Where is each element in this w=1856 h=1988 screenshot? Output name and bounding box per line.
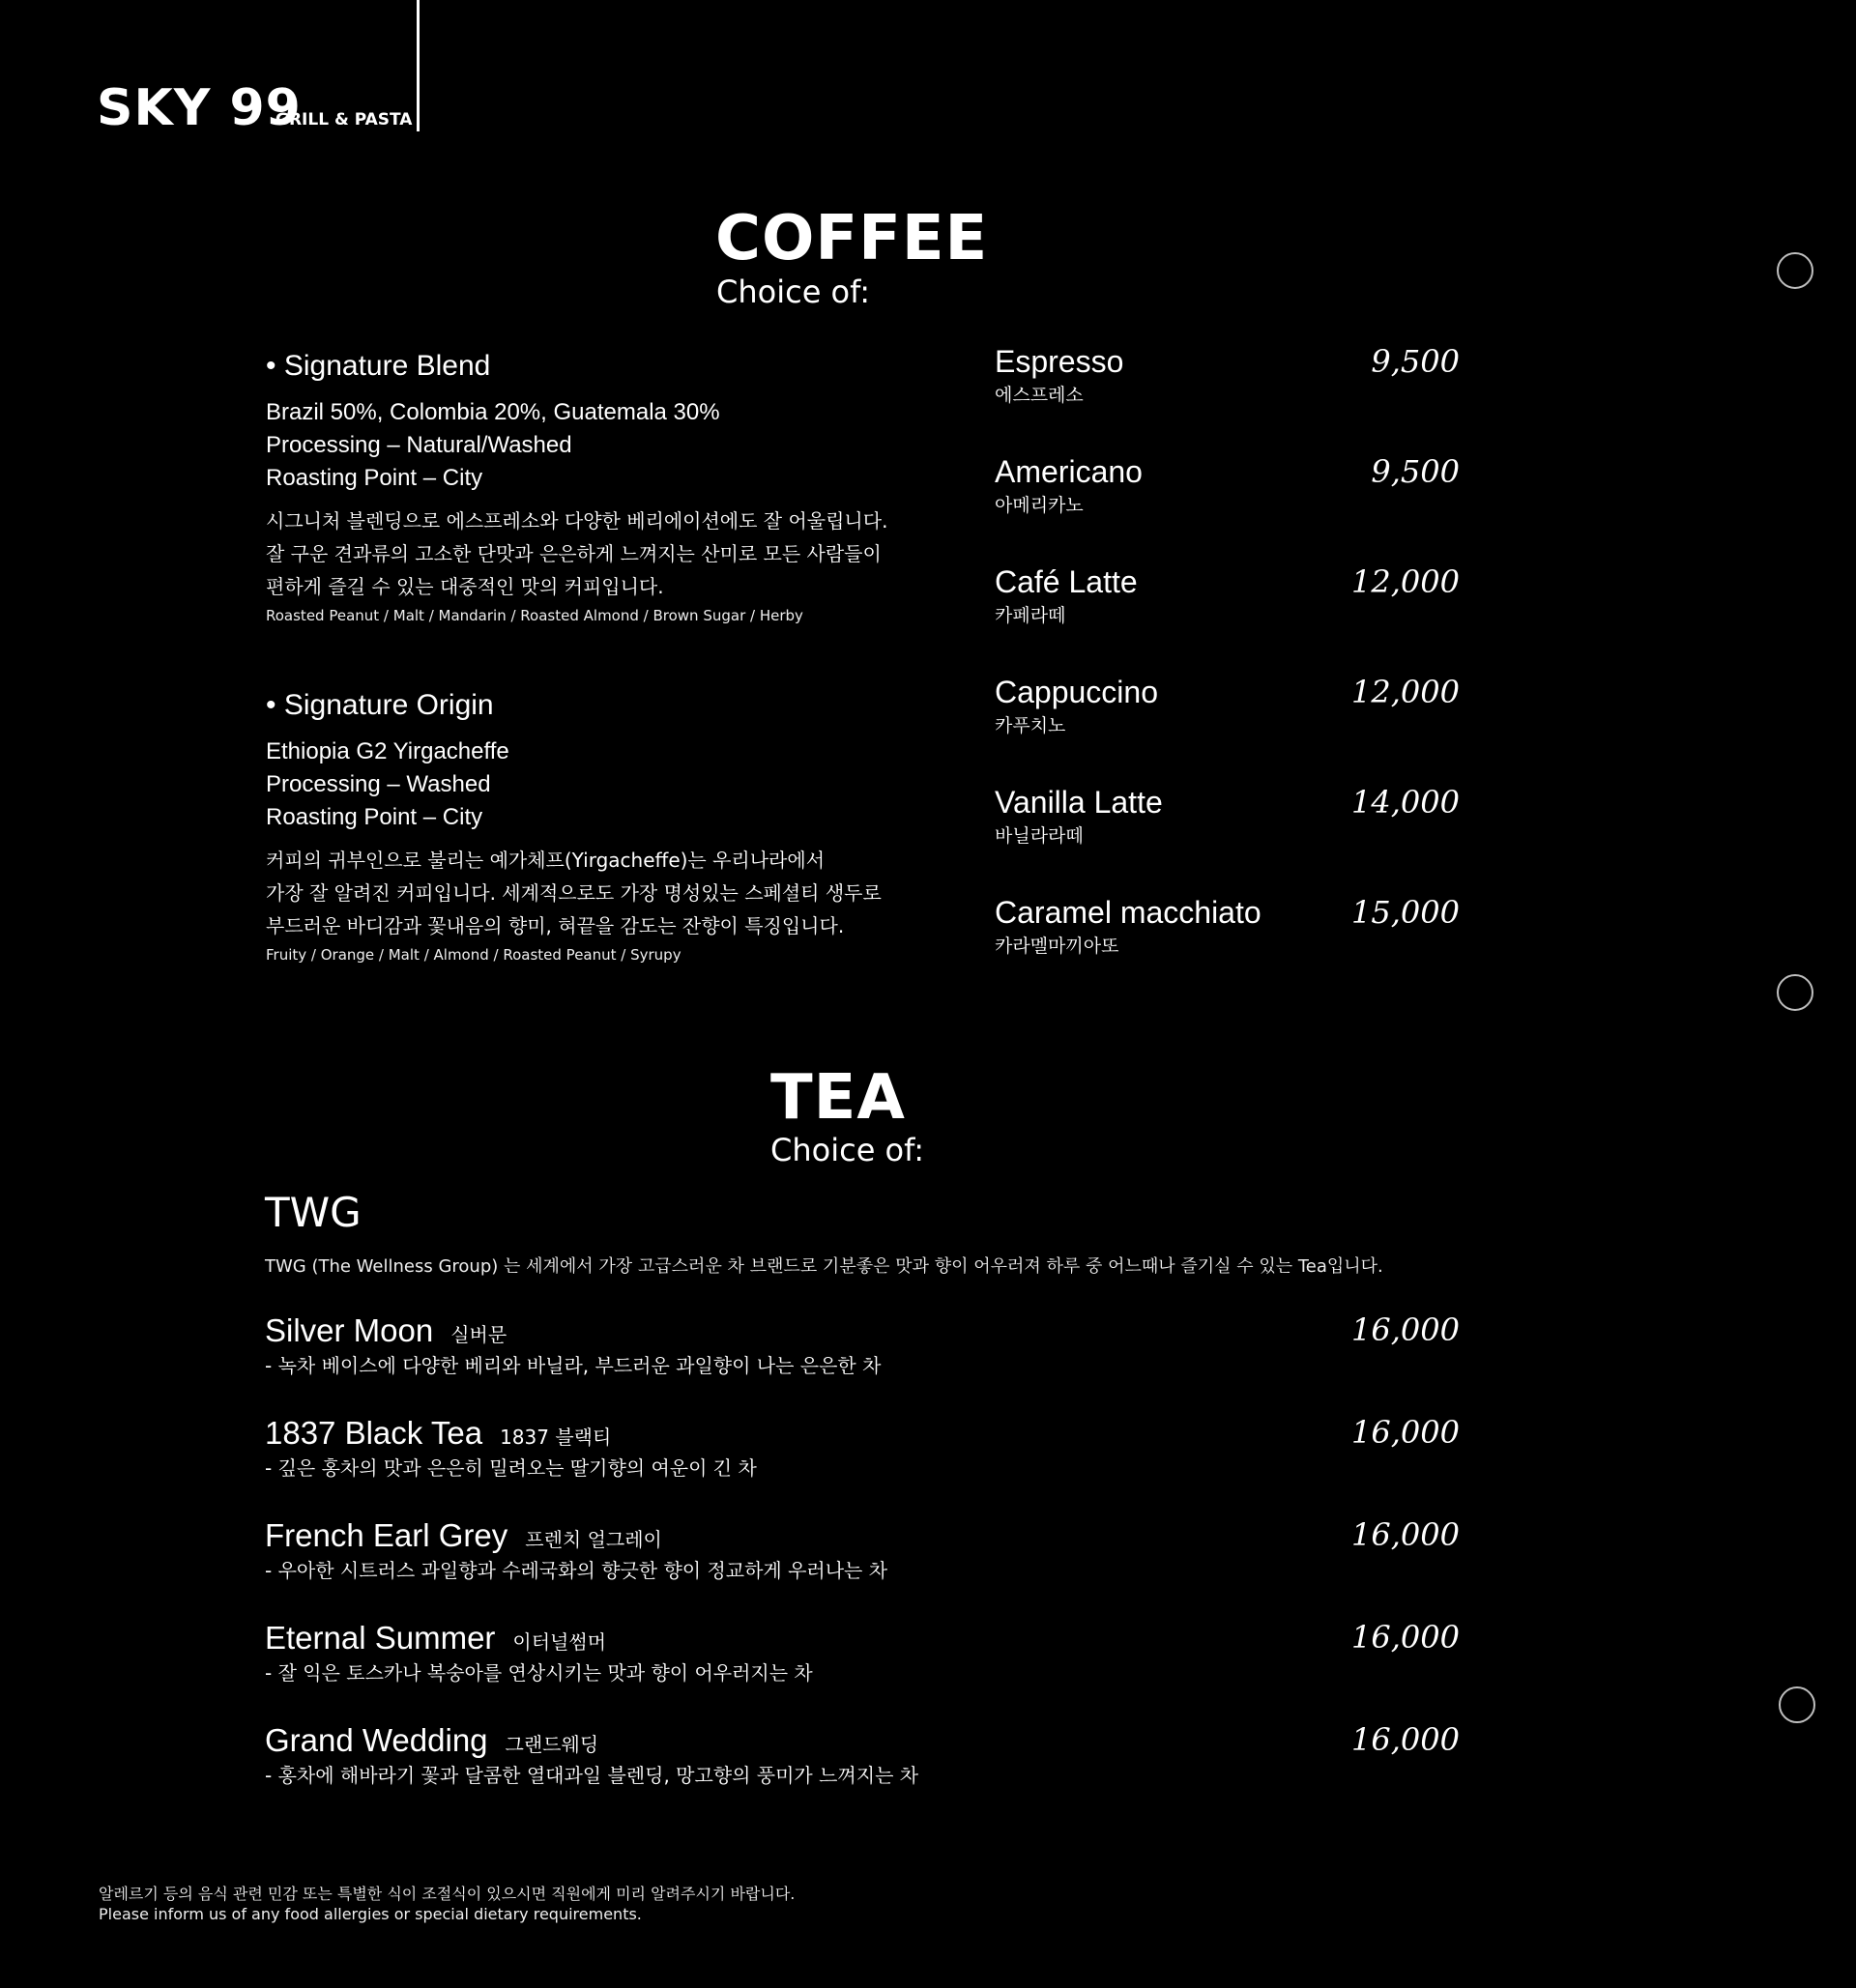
tea-item-price: 16,000 [1351, 1516, 1460, 1553]
coffee-subtitle: Choice of: [716, 274, 871, 310]
tea-item-price: 16,000 [1351, 1311, 1460, 1348]
binder-hole-icon [1777, 974, 1813, 1011]
origin-description-line: 커피의 귀부인으로 불리는 예가체프(Yirgacheffe)는 우리나라에서 [266, 849, 826, 872]
tea-item-description: - 홍차에 해바라기 꽃과 달콤한 열대과일 블렌딩, 망고향의 풍미가 느껴지는 차 [265, 1764, 919, 1787]
tea-item-description: - 잘 익은 토스카나 복숭아를 연상시키는 맛과 향이 어우러지는 차 [265, 1661, 813, 1685]
coffee-item [995, 566, 1138, 625]
tea-item [265, 1724, 918, 1785]
tea-item [265, 1622, 813, 1683]
origin-description-line: 부드러운 바디감과 꽃내음의 향미, 혀끝을 감도는 잔향이 특징입니다. [266, 914, 845, 937]
tea-item-english: 1837 Black Tea [265, 1415, 483, 1451]
coffee-item-name: Cappuccino [995, 675, 1158, 709]
origin-title: • Signature Origin [266, 689, 494, 721]
coffee-item-korean: 에스프레소 [995, 385, 1084, 406]
brand-tagline: GRILL & PASTA [276, 110, 413, 130]
tea-item [265, 1417, 757, 1478]
coffee-item-price: 15,000 [1351, 894, 1460, 931]
coffee-item-korean: 카라멜마끼아또 [995, 936, 1119, 957]
origin-block [266, 689, 882, 964]
coffee-title: COFFEE [715, 203, 989, 274]
origin-description [266, 844, 882, 942]
blend-processing: Processing – Natural/Washed [266, 432, 572, 458]
tea-item-korean: 1837 블랙티 [500, 1426, 612, 1449]
tea-item-name [265, 1314, 881, 1346]
tea-item-name [265, 1622, 813, 1654]
blend-description-line: 시그니처 블렌딩으로 에스프레소와 다양한 베리에이션에도 잘 어울립니다. [266, 509, 888, 533]
tea-item-name [265, 1724, 918, 1756]
coffee-item [995, 456, 1143, 515]
coffee-item-korean: 카페라떼 [995, 605, 1066, 626]
origin-details [266, 735, 882, 834]
coffee-item-korean: 아메리카노 [995, 495, 1084, 516]
tea-item-description: - 깊은 홍차의 맛과 은은히 밀려오는 딸기향의 여운이 긴 차 [265, 1456, 757, 1480]
coffee-item-name: Café Latte [995, 564, 1138, 599]
tea-item-korean: 프렌치 얼그레이 [525, 1528, 662, 1551]
blend-roasting: Roasting Point – City [266, 465, 483, 491]
blend-description [266, 504, 887, 603]
blend-block [266, 350, 887, 624]
tea-item-price: 16,000 [1351, 1721, 1460, 1758]
brand-logo: SKY 99 [97, 79, 302, 137]
allergy-notice-korean: 알레르기 등의 음식 관련 민감 또는 특별한 식이 조절식이 있으시면 직원에게 미리 알려주시기 바랍니다. [99, 1885, 796, 1903]
coffee-item-name: Americano [995, 454, 1143, 489]
tea-item [265, 1519, 887, 1580]
blend-title: • Signature Blend [266, 350, 491, 382]
allergy-notice [99, 1884, 795, 1924]
coffee-item-price: 12,000 [1351, 674, 1460, 710]
twg-brand: TWG [265, 1189, 362, 1236]
binder-hole-icon [1779, 1686, 1815, 1723]
tea-item-english: Grand Wedding [265, 1722, 488, 1758]
tea-subtitle: Choice of: [770, 1132, 925, 1168]
coffee-item-korean: 바닐라라떼 [995, 825, 1084, 847]
tea-item-english: Eternal Summer [265, 1620, 496, 1656]
tea-item-english: Silver Moon [265, 1312, 434, 1348]
tea-item-price: 16,000 [1351, 1414, 1460, 1451]
coffee-item-name: Caramel macchiato [995, 895, 1262, 930]
allergy-notice-english: Please inform us of any food allergies or special dietary requirements. [99, 1905, 642, 1923]
coffee-item-price: 14,000 [1351, 784, 1460, 821]
origin-processing: Processing – Washed [266, 771, 491, 797]
tea-item-korean: 실버문 [450, 1323, 508, 1346]
coffee-item-price: 9,500 [1371, 343, 1460, 380]
origin-origin: Ethiopia G2 Yirgacheffe [266, 738, 509, 764]
blend-origin: Brazil 50%, Colombia 20%, Guatemala 30% [266, 399, 720, 425]
tea-item-price: 16,000 [1351, 1619, 1460, 1656]
tea-item-korean: 그랜드웨딩 [505, 1733, 599, 1756]
blend-description-line: 잘 구운 견과류의 고소한 단맛과 은은하게 느껴지는 산미로 모든 사람들이 [266, 542, 882, 565]
tea-item-description: - 우아한 시트러스 과일향과 수레국화의 향긋한 향이 정교하게 우러나는 차 [265, 1559, 888, 1582]
tea-title: TEA [770, 1062, 906, 1134]
coffee-item [995, 677, 1158, 735]
coffee-item-korean: 카푸치노 [995, 715, 1066, 736]
coffee-item-price: 12,000 [1351, 563, 1460, 600]
blend-tasting-notes: Roasted Peanut / Malt / Mandarin / Roasted Almond / Brown Sugar / Herby [266, 607, 803, 624]
coffee-item-price: 9,500 [1371, 453, 1460, 490]
coffee-item-name: Vanilla Latte [995, 785, 1163, 820]
coffee-item [995, 346, 1123, 405]
tea-item-name [265, 1519, 887, 1551]
binder-hole-icon [1777, 252, 1813, 289]
tea-item-english: French Earl Grey [265, 1517, 508, 1553]
blend-details [266, 396, 887, 495]
twg-description: TWG (The Wellness Group) 는 세계에서 가장 고급스러운 차 브랜드로 기분좋은 맛과 향이 어우러져 하루 중 어느때나 즐기실 수 있는 Tea입니다. [265, 1256, 1383, 1277]
origin-tasting-notes: Fruity / Orange / Malt / Almond / Roasted Peanut / Syrupy [266, 946, 682, 964]
origin-description-line: 가장 잘 알려진 커피입니다. 세계적으로도 가장 명성있는 스페셜티 생두로 [266, 881, 882, 905]
blend-description-line: 편하게 즐길 수 있는 대중적인 맛의 커피입니다. [266, 575, 664, 598]
tea-item-korean: 이터널썸머 [512, 1630, 607, 1654]
coffee-item-name: Espresso [995, 344, 1124, 379]
header-divider [417, 0, 420, 131]
tea-item-description: - 녹차 베이스에 다양한 베리와 바닐라, 부드러운 과일향이 나는 은은한 차 [265, 1354, 882, 1377]
coffee-item [995, 787, 1163, 846]
tea-item [265, 1314, 881, 1375]
origin-roasting: Roasting Point – City [266, 804, 483, 830]
tea-item-name [265, 1417, 757, 1449]
